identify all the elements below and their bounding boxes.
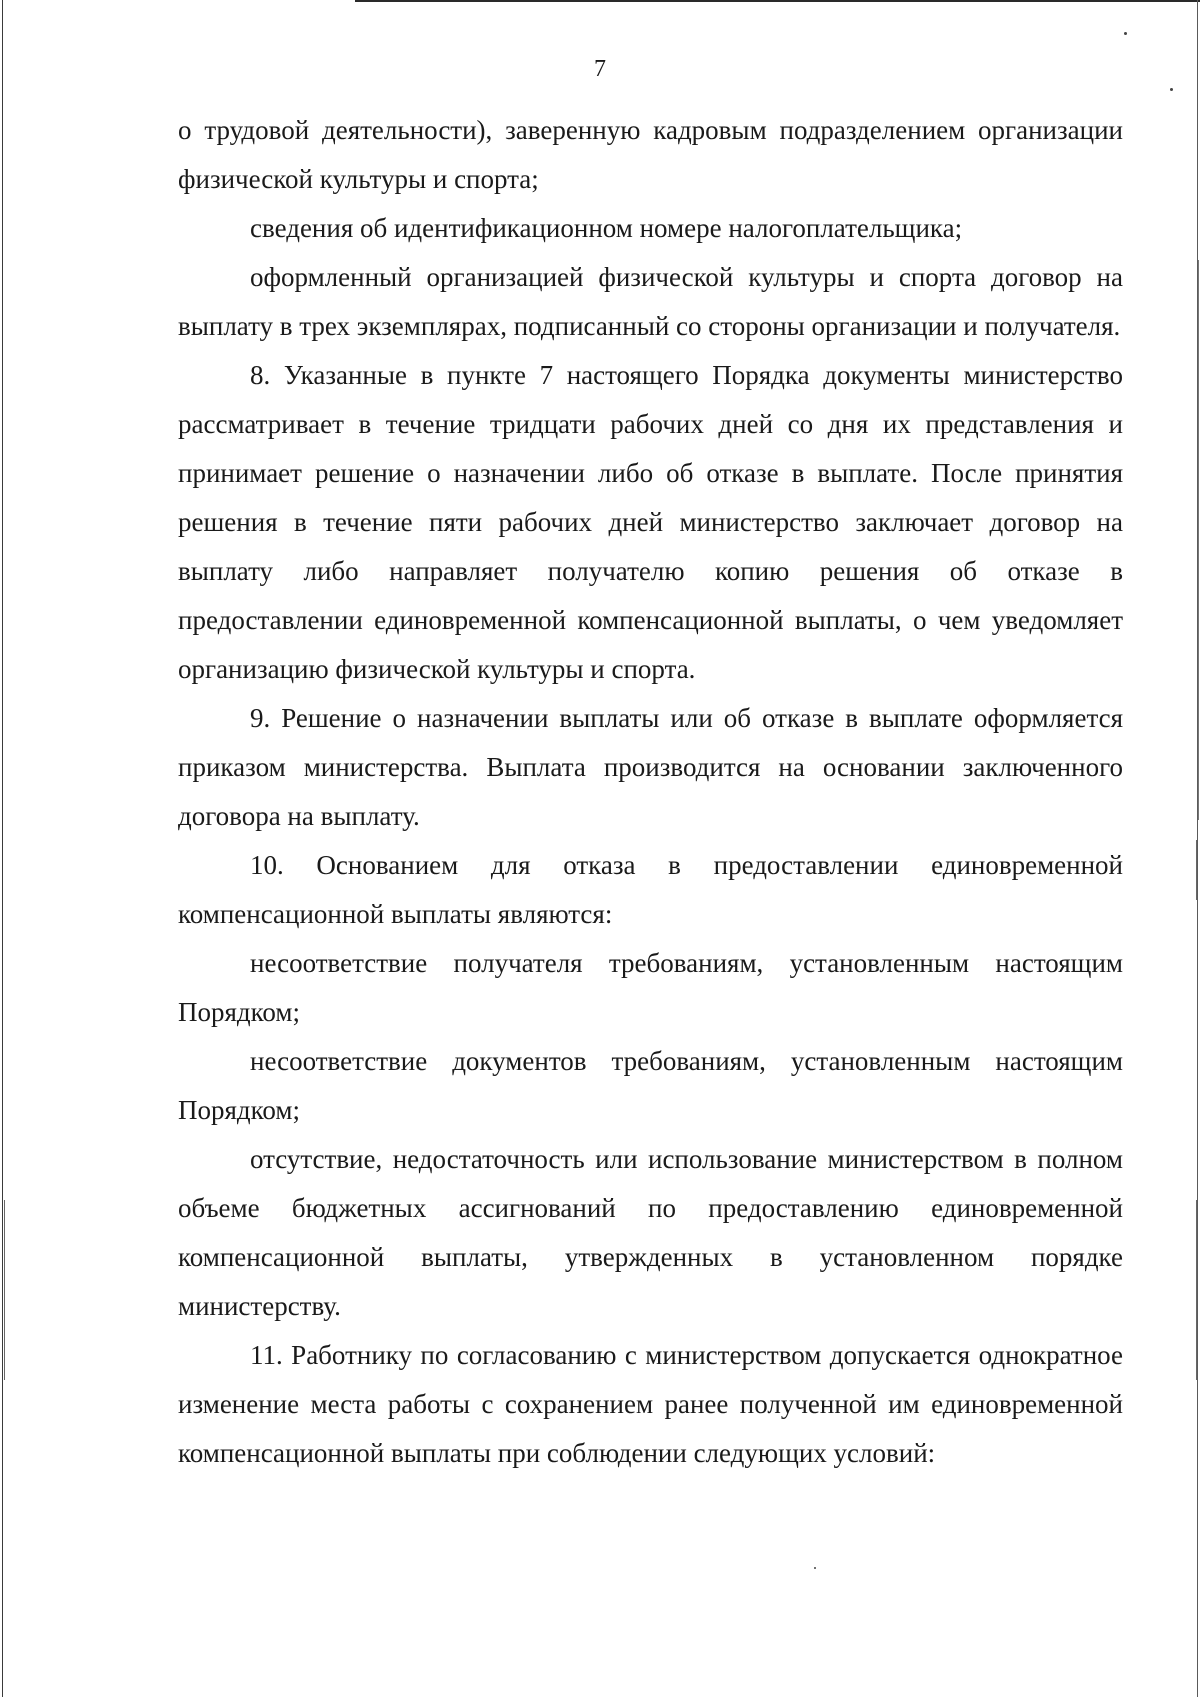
- scan-speck: [1124, 32, 1127, 35]
- scan-border-right: [1197, 0, 1198, 1697]
- scan-border-left: [2, 0, 3, 1697]
- document-body: [178, 106, 1123, 1478]
- scan-edge-dash: [1196, 840, 1197, 900]
- paragraph-refusal-reason-2: несоответствие документов требованиям, установленным настоящим Порядком;: [178, 1046, 1123, 1125]
- scan-edge-dash: [1196, 1200, 1197, 1380]
- scan-border-right-inner: [1198, 260, 1199, 820]
- paragraph-item-10: 10. Основанием для отказа в предоставлении единовременной компенсационной выплаты являются:: [178, 850, 1123, 929]
- paragraph-contract: оформленный организацией физической культуры и спорта договор на выплату в трех экземплярах, подписанный со стороны организации и получателя.: [178, 262, 1123, 341]
- paragraph-inn: сведения об идентификационном номере налогоплательщика;: [250, 213, 963, 243]
- scan-speck: [814, 1567, 816, 1569]
- page-number: 7: [594, 56, 606, 82]
- paragraph-continuation: о трудовой деятельности), заверенную кадровым подразделением организации физической культуры и спорта;: [178, 115, 1123, 194]
- scan-edge-dash: [4, 1200, 5, 1380]
- scan-speck: [1170, 88, 1173, 91]
- paragraph-item-9: 9. Решение о назначении выплаты или об отказе в выплате оформляется приказом министерства. Выплата производится на основании заключенного договора на выплату.: [178, 703, 1123, 831]
- paragraph-refusal-reason-3: отсутствие, недостаточность или использование министерством в полном объеме бюджетных ассигнований по предоставлению единовременной компенсационной выплаты, утвержденных в установленном порядке министерству.: [178, 1144, 1123, 1321]
- paragraph-item-8: 8. Указанные в пункте 7 настоящего Порядка документы министерство рассматривает в течение тридцати рабочих дней со дня их представления и принимает решение о назначении либо об отказе в выплате. После принятия решения в течение пяти рабочих дней министерство заключает договор на выплату либо направляет получателю копию решения об отказе в предоставлении единовременной компенсационной выплаты, о чем уведомляет организацию физической культуры и спорта.: [178, 360, 1123, 684]
- scan-border-top: [355, 0, 1200, 2]
- paragraph-refusal-reason-1: несоответствие получателя требованиям, установленным настоящим Порядком;: [178, 948, 1123, 1027]
- paragraph-item-11: 11. Работнику по согласованию с министерством допускается однократное изменение места работы с сохранением ранее полученной им единовременной компенсационной выплаты при соблюдении следующих условий:: [178, 1340, 1123, 1468]
